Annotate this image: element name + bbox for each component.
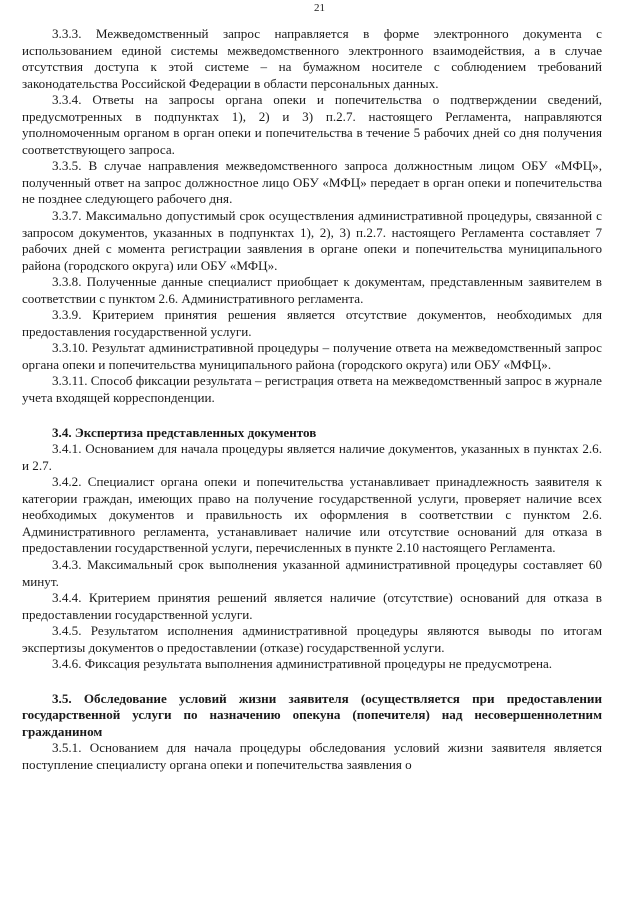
paragraph-3-5-1: 3.5.1. Основанием для начала процедуры обследования условий жизни заявителя является поступление специалисту органа опеки и попечительства заявления о [22,740,602,772]
paragraph-3-4-1: 3.4.1. Основанием для начала процедуры является наличие документов, указанных в пунктах 2.6. и 2.7. [22,441,602,473]
paragraph-3-3-11: 3.3.11. Способ фиксации результата – регистрация ответа на межведомственный запрос в журнале учета входящей корреспонденции. [22,373,602,406]
section-gap [22,673,602,691]
paragraph-3-3-4: 3.3.4. Ответы на запросы органа опеки и попечительства о подтверждении сведений, предусмотренных в подпунктах 1), 2) и 3) п.2.7. настоящего Регламента, направляются уполномоченным органом в орган опеки и попечительства в течение 5 рабочих дней со дня получения соответствующего запроса. [22,92,602,157]
paragraph-3-3-10: 3.3.10. Результат административной процедуры – получение ответа на межведомственный запрос органа опеки и попечительства муниципального района (городского округа) или ОБУ «МФЦ». [22,340,602,372]
paragraph-3-4-6: 3.4.6. Фиксация результата выполнения административной процедуры не предусмотрена. [52,656,553,672]
section-heading-3-4: 3.4. Экспертиза представленных документов [52,424,317,440]
document-body [22,26,602,774]
paragraph-3-3-8: 3.3.8. Полученные данные специалист приобщает к документам, представленным заявителем в соответствии с пунктом 2.6. Административного регламента. [22,274,602,306]
paragraph-3-3-9: 3.3.9. Критерием принятия решения является отсутствие документов, необходимых для предоставления государственной услуги. [22,307,602,339]
paragraph-3-3-7: 3.3.7. Максимально допустимый срок осуществления административной процедуры, связанной с запросом документов, указанных в подпунктах 1), 2), 3) п.2.7. настоящего Регламента составляет 7 рабочих дней с момента регистрации заявления в органе опеки и попечительства муниципального района (городского округа) или ОБУ «МФЦ». [22,208,602,273]
paragraph-3-4-4: 3.4.4. Критерием принятия решений является наличие (отсутствие) оснований для отказа в предоставлении государственной услуги. [22,590,602,622]
paragraph-3-3-5: 3.3.5. В случае направления межведомственного запроса должностным лицом ОБУ «МФЦ», полученный ответ на запрос должностное лицо ОБУ «МФЦ» передает в орган опеки и попечительства не позднее следующего рабочего дня. [22,158,602,207]
page-number: 21 [314,2,325,14]
paragraph-3-4-5: 3.4.5. Результатом исполнения административной процедуры являются выводы по итогам экспертизы документов о предоставлении (отказе) государственной услуги. [22,623,602,655]
paragraph-3-3-3: 3.3.3. Межведомственный запрос направляется в форме электронного документа с использованием единой системы межведомственного электронного взаимодействия, а в случае отсутствия доступа к этой системе – на бумажном носителе с соблюдением требований законодательства Российской Федерации в области персональных данных. [22,26,602,91]
paragraph-3-4-2: 3.4.2. Специалист органа опеки и попечительства устанавливает принадлежность заявителя к категории граждан, имеющих право на получение государственной услуги, проверяет наличие всех необходимых документов и правильность их оформления в соответствии с пунктом 2.6. Административного регламента, устанавливает наличие или отсутствие оснований для отказа в предоставлении государственной услуги, перечисленных в пункте 2.10 настоящего Регламента. [22,474,602,556]
paragraph-3-4-3: 3.4.3. Максимальный срок выполнения указанной административной процедуры составляет 60 минут. [22,556,602,589]
section-heading-3-5: 3.5. Обследование условий жизни заявителя (осуществляется при предоставлении государственной услуги по назначению опекуна (попечителя) над несовершеннолетним гражданином [22,690,602,739]
section-gap [22,407,602,425]
